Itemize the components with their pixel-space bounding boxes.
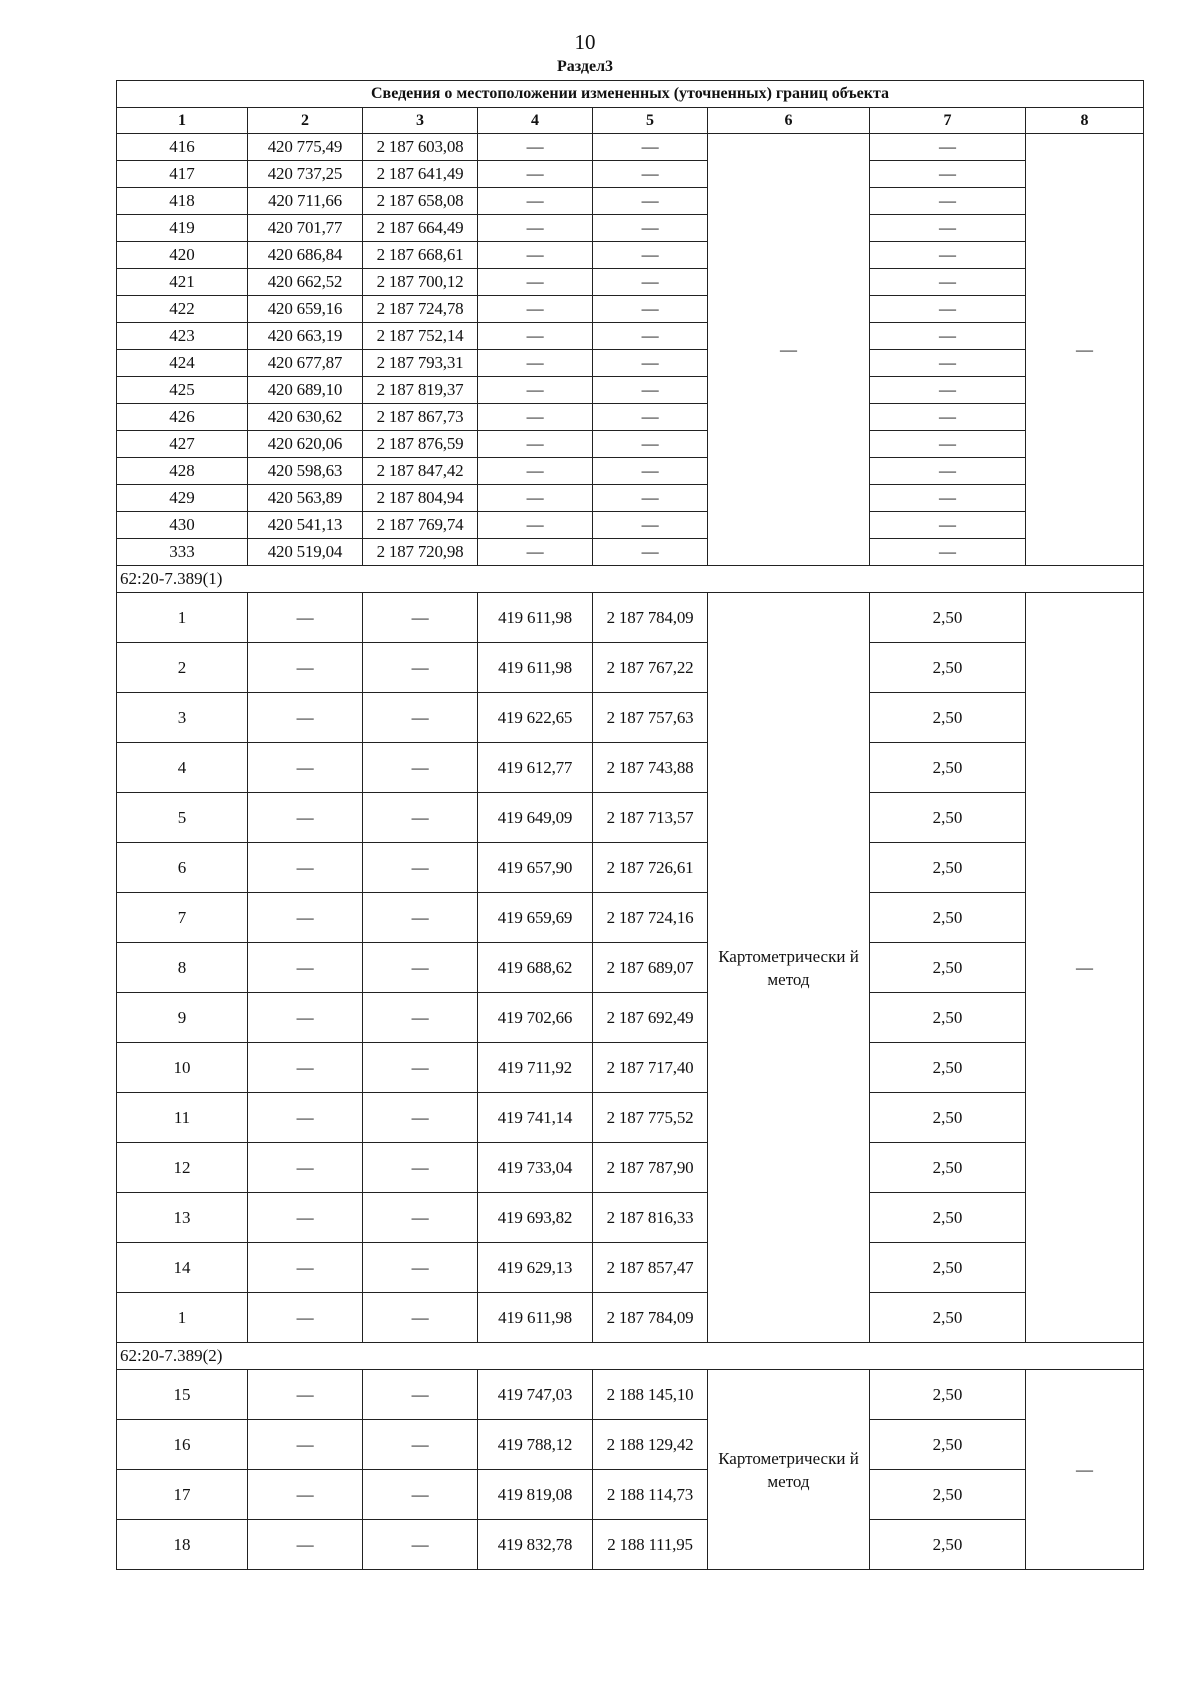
cell-x-new: —	[478, 485, 593, 512]
cell-accuracy: —	[870, 134, 1026, 161]
table-row	[117, 693, 1144, 743]
cell-y-new: 2 188 114,73	[593, 1470, 708, 1520]
cell-x-old: 420 662,52	[248, 269, 363, 296]
table-row	[117, 893, 1144, 943]
cell-point: 8	[117, 943, 248, 993]
table-row	[117, 215, 1144, 242]
cell-point: 424	[117, 350, 248, 377]
cell-x-old: 420 677,87	[248, 350, 363, 377]
cell-y-new: —	[593, 512, 708, 539]
cell-point: 417	[117, 161, 248, 188]
table-row	[117, 296, 1144, 323]
cell-y-new: 2 187 857,47	[593, 1243, 708, 1293]
cell-y-new: 2 187 757,63	[593, 693, 708, 743]
cell-y-new: 2 188 129,42	[593, 1420, 708, 1470]
cell-x-old: —	[248, 1043, 363, 1093]
cell-y-old: —	[363, 793, 478, 843]
cell-y-new: 2 187 689,07	[593, 943, 708, 993]
table-row	[117, 1243, 1144, 1293]
cell-x-new: —	[478, 161, 593, 188]
cell-accuracy: 2,50	[870, 793, 1026, 843]
cell-x-new: —	[478, 404, 593, 431]
cell-point: 14	[117, 1243, 248, 1293]
cell-y-old: 2 187 769,74	[363, 512, 478, 539]
cell-y-new: 2 187 784,09	[593, 593, 708, 643]
cell-x-old: —	[248, 793, 363, 843]
description-cell: —	[1026, 593, 1144, 1343]
cell-accuracy: 2,50	[870, 993, 1026, 1043]
cell-x-new: 419 611,98	[478, 593, 593, 643]
cell-y-old: 2 187 752,14	[363, 323, 478, 350]
section-title: Раздел3	[556, 58, 614, 75]
cell-y-old: 2 187 658,08	[363, 188, 478, 215]
column-header: 6	[708, 108, 870, 134]
cell-point: 422	[117, 296, 248, 323]
cell-accuracy: —	[870, 242, 1026, 269]
cell-accuracy: 2,50	[870, 1520, 1026, 1570]
cell-point: 429	[117, 485, 248, 512]
cell-x-old: 420 663,19	[248, 323, 363, 350]
table-row	[117, 134, 1144, 161]
table-row	[117, 350, 1144, 377]
cell-y-old: 2 187 603,08	[363, 134, 478, 161]
cell-x-old: 420 563,89	[248, 485, 363, 512]
cell-y-old: —	[363, 593, 478, 643]
cell-x-old: —	[248, 743, 363, 793]
cell-y-old: —	[363, 1193, 478, 1243]
table-row	[117, 485, 1144, 512]
cell-x-old: 420 737,25	[248, 161, 363, 188]
cell-x-old: —	[248, 943, 363, 993]
object-cadastral-label: 62:20-7.389(2)	[117, 1343, 1144, 1370]
table-row	[117, 1293, 1144, 1343]
cell-y-old: —	[363, 693, 478, 743]
cell-y-old: —	[363, 1093, 478, 1143]
cell-y-new: 2 187 692,49	[593, 993, 708, 1043]
cell-y-old: —	[363, 943, 478, 993]
cell-accuracy: —	[870, 431, 1026, 458]
column-header: 8	[1026, 108, 1144, 134]
cell-point: 427	[117, 431, 248, 458]
table-row	[117, 593, 1144, 643]
table-row	[117, 793, 1144, 843]
table-row	[117, 843, 1144, 893]
cell-point: 426	[117, 404, 248, 431]
table-row	[117, 512, 1144, 539]
cell-y-old: 2 187 867,73	[363, 404, 478, 431]
cell-point: 1	[117, 593, 248, 643]
cell-y-new: 2 187 767,22	[593, 643, 708, 693]
cell-y-old: 2 187 664,49	[363, 215, 478, 242]
column-header: 4	[478, 108, 593, 134]
cell-x-old: —	[248, 643, 363, 693]
cell-point: 2	[117, 643, 248, 693]
cell-point: 5	[117, 793, 248, 843]
cell-x-old: 420 541,13	[248, 512, 363, 539]
cell-x-new: 419 657,90	[478, 843, 593, 893]
cell-accuracy: —	[870, 404, 1026, 431]
cell-y-old: —	[363, 1520, 478, 1570]
cell-accuracy: 2,50	[870, 743, 1026, 793]
cell-x-new: —	[478, 539, 593, 566]
cell-y-old: 2 187 668,61	[363, 242, 478, 269]
cell-x-new: —	[478, 296, 593, 323]
cell-point: 423	[117, 323, 248, 350]
cell-x-new: 419 741,14	[478, 1093, 593, 1143]
table-row	[117, 1470, 1144, 1520]
table-row	[117, 1370, 1144, 1420]
cell-x-new: —	[478, 350, 593, 377]
cell-x-new: 419 747,03	[478, 1370, 593, 1420]
cell-point: 419	[117, 215, 248, 242]
table-caption: Сведения о местоположении измененных (уточненных) границ объекта	[117, 81, 1144, 108]
description-cell: —	[1026, 134, 1144, 566]
cell-x-old: —	[248, 893, 363, 943]
cell-y-new: 2 187 717,40	[593, 1043, 708, 1093]
cell-x-old: —	[248, 1243, 363, 1293]
cell-y-old: —	[363, 1420, 478, 1470]
cell-y-new: —	[593, 134, 708, 161]
cell-accuracy: —	[870, 269, 1026, 296]
cell-y-new: 2 187 726,61	[593, 843, 708, 893]
cell-y-new: —	[593, 458, 708, 485]
cell-accuracy: 2,50	[870, 843, 1026, 893]
cell-y-old: —	[363, 1143, 478, 1193]
cell-y-new: 2 187 784,09	[593, 1293, 708, 1343]
cell-y-old: 2 187 819,37	[363, 377, 478, 404]
cell-x-new: 419 659,69	[478, 893, 593, 943]
cell-accuracy: —	[870, 458, 1026, 485]
cell-x-new: 419 702,66	[478, 993, 593, 1043]
cell-accuracy: —	[870, 539, 1026, 566]
cell-accuracy: 2,50	[870, 1093, 1026, 1143]
cell-x-new: 419 611,98	[478, 1293, 593, 1343]
table-row	[117, 743, 1144, 793]
cell-point: 1	[117, 1293, 248, 1343]
cell-accuracy: 2,50	[870, 1370, 1026, 1420]
cell-x-old: 420 775,49	[248, 134, 363, 161]
cell-y-old: —	[363, 1470, 478, 1520]
cell-x-old: —	[248, 843, 363, 893]
cell-y-old: 2 187 804,94	[363, 485, 478, 512]
cell-x-new: —	[478, 512, 593, 539]
cell-y-old: 2 187 720,98	[363, 539, 478, 566]
cell-point: 10	[117, 1043, 248, 1093]
object-cadastral-label: 62:20-7.389(1)	[117, 566, 1144, 593]
cell-y-old: 2 187 847,42	[363, 458, 478, 485]
cell-y-old: —	[363, 1370, 478, 1420]
cell-y-old: —	[363, 893, 478, 943]
cell-x-old: 420 711,66	[248, 188, 363, 215]
cell-accuracy: —	[870, 377, 1026, 404]
cell-x-new: —	[478, 215, 593, 242]
cell-y-old: 2 187 641,49	[363, 161, 478, 188]
cell-point: 7	[117, 893, 248, 943]
cell-y-old: —	[363, 743, 478, 793]
cell-y-new: 2 187 743,88	[593, 743, 708, 793]
cell-x-new: 419 611,98	[478, 643, 593, 693]
cell-x-new: —	[478, 134, 593, 161]
cell-y-old: —	[363, 1293, 478, 1343]
cell-y-new: —	[593, 242, 708, 269]
cell-point: 15	[117, 1370, 248, 1420]
column-header-row	[117, 108, 1144, 134]
cell-accuracy: 2,50	[870, 593, 1026, 643]
cell-point: 430	[117, 512, 248, 539]
cell-y-new: —	[593, 485, 708, 512]
cell-point: 9	[117, 993, 248, 1043]
cell-point: 425	[117, 377, 248, 404]
table-row	[117, 377, 1144, 404]
cell-accuracy: —	[870, 215, 1026, 242]
page-number: 10	[574, 30, 596, 54]
table-row	[117, 431, 1144, 458]
cell-x-old: —	[248, 693, 363, 743]
cell-x-new: 419 649,09	[478, 793, 593, 843]
cell-x-new: —	[478, 431, 593, 458]
cell-point: 4	[117, 743, 248, 793]
table-row	[117, 1043, 1144, 1093]
method-cell: Картометрически й метод	[708, 1370, 870, 1570]
table-row	[117, 643, 1144, 693]
cell-point: 6	[117, 843, 248, 893]
cell-accuracy: —	[870, 161, 1026, 188]
cell-point: 333	[117, 539, 248, 566]
table-row	[117, 1193, 1144, 1243]
column-header: 5	[593, 108, 708, 134]
cell-x-new: —	[478, 323, 593, 350]
cell-x-new: 419 832,78	[478, 1520, 593, 1570]
table-row	[117, 188, 1144, 215]
cell-y-old: —	[363, 1243, 478, 1293]
cell-x-new: 419 711,92	[478, 1043, 593, 1093]
cell-accuracy: 2,50	[870, 693, 1026, 743]
cell-x-new: 419 622,65	[478, 693, 593, 743]
cell-x-new: —	[478, 188, 593, 215]
table-row	[117, 1520, 1144, 1570]
cell-x-new: 419 819,08	[478, 1470, 593, 1520]
cell-accuracy: 2,50	[870, 1470, 1026, 1520]
cell-y-new: —	[593, 188, 708, 215]
cell-x-old: —	[248, 1370, 363, 1420]
cell-accuracy: 2,50	[870, 1193, 1026, 1243]
table-row	[117, 161, 1144, 188]
cell-y-new: —	[593, 350, 708, 377]
column-header: 3	[363, 108, 478, 134]
table-row	[117, 269, 1144, 296]
table-row	[117, 242, 1144, 269]
cell-accuracy: 2,50	[870, 1143, 1026, 1193]
cell-y-old: —	[363, 843, 478, 893]
cell-point: 11	[117, 1093, 248, 1143]
cell-accuracy: 2,50	[870, 893, 1026, 943]
cell-x-old: —	[248, 1520, 363, 1570]
cell-x-new: 419 788,12	[478, 1420, 593, 1470]
cell-point: 18	[117, 1520, 248, 1570]
cell-x-new: —	[478, 377, 593, 404]
cell-x-old: 420 686,84	[248, 242, 363, 269]
cell-y-new: 2 187 724,16	[593, 893, 708, 943]
cell-y-new: 2 187 775,52	[593, 1093, 708, 1143]
cell-x-new: —	[478, 269, 593, 296]
cell-accuracy: 2,50	[870, 643, 1026, 693]
cell-point: 420	[117, 242, 248, 269]
cell-y-new: —	[593, 323, 708, 350]
boundary-coordinates-table	[116, 80, 1144, 1570]
cell-accuracy: 2,50	[870, 1043, 1026, 1093]
cell-x-old: 420 701,77	[248, 215, 363, 242]
cell-y-new: —	[593, 161, 708, 188]
cell-y-new: 2 188 145,10	[593, 1370, 708, 1420]
cell-x-new: 419 693,82	[478, 1193, 593, 1243]
cell-point: 17	[117, 1470, 248, 1520]
cell-y-old: 2 187 793,31	[363, 350, 478, 377]
cell-accuracy: —	[870, 512, 1026, 539]
cell-point: 421	[117, 269, 248, 296]
cell-y-new: 2 187 713,57	[593, 793, 708, 843]
cell-x-old: —	[248, 1470, 363, 1520]
cell-x-old: —	[248, 1293, 363, 1343]
cell-point: 416	[117, 134, 248, 161]
cell-accuracy: —	[870, 188, 1026, 215]
cell-accuracy: 2,50	[870, 1420, 1026, 1470]
cell-y-old: —	[363, 643, 478, 693]
cell-x-old: —	[248, 993, 363, 1043]
cell-accuracy: —	[870, 323, 1026, 350]
cell-point: 13	[117, 1193, 248, 1243]
cell-x-old: —	[248, 1193, 363, 1243]
cell-y-new: 2 187 816,33	[593, 1193, 708, 1243]
object-label-row	[117, 566, 1144, 593]
cell-x-old: 420 620,06	[248, 431, 363, 458]
table-row	[117, 943, 1144, 993]
cell-y-new: —	[593, 296, 708, 323]
cell-y-old: 2 187 876,59	[363, 431, 478, 458]
table-row	[117, 1420, 1144, 1470]
cell-y-new: —	[593, 215, 708, 242]
cell-y-new: 2 187 787,90	[593, 1143, 708, 1193]
cell-x-old: —	[248, 1143, 363, 1193]
method-cell: Картометрически й метод	[708, 593, 870, 1343]
cell-x-new: —	[478, 458, 593, 485]
cell-x-old: 420 630,62	[248, 404, 363, 431]
column-header: 1	[117, 108, 248, 134]
cell-x-old: —	[248, 1093, 363, 1143]
table-row	[117, 458, 1144, 485]
cell-point: 12	[117, 1143, 248, 1193]
cell-y-new: —	[593, 269, 708, 296]
table-row	[117, 993, 1144, 1043]
cell-y-new: —	[593, 404, 708, 431]
column-header: 7	[870, 108, 1026, 134]
method-cell: —	[708, 134, 870, 566]
cell-x-new: 419 612,77	[478, 743, 593, 793]
cell-x-new: —	[478, 242, 593, 269]
cell-accuracy: —	[870, 296, 1026, 323]
cell-y-new: 2 188 111,95	[593, 1520, 708, 1570]
cell-accuracy: 2,50	[870, 1243, 1026, 1293]
cell-x-new: 419 688,62	[478, 943, 593, 993]
table-row	[117, 404, 1144, 431]
cell-accuracy: —	[870, 485, 1026, 512]
cell-x-new: 419 629,13	[478, 1243, 593, 1293]
column-header: 2	[248, 108, 363, 134]
cell-y-old: 2 187 724,78	[363, 296, 478, 323]
table-row	[117, 1093, 1144, 1143]
object-label-row	[117, 1343, 1144, 1370]
cell-x-old: 420 598,63	[248, 458, 363, 485]
cell-y-old: —	[363, 993, 478, 1043]
cell-x-old: 420 689,10	[248, 377, 363, 404]
cell-accuracy: 2,50	[870, 943, 1026, 993]
cell-y-old: —	[363, 1043, 478, 1093]
cell-point: 3	[117, 693, 248, 743]
cell-y-new: —	[593, 431, 708, 458]
table-row	[117, 323, 1144, 350]
table-row	[117, 539, 1144, 566]
cell-x-old: 420 519,04	[248, 539, 363, 566]
cell-x-old: —	[248, 593, 363, 643]
cell-y-old: 2 187 700,12	[363, 269, 478, 296]
table-row	[117, 1143, 1144, 1193]
cell-point: 418	[117, 188, 248, 215]
cell-x-new: 419 733,04	[478, 1143, 593, 1193]
cell-accuracy: 2,50	[870, 1293, 1026, 1343]
cell-x-old: —	[248, 1420, 363, 1470]
cell-accuracy: —	[870, 350, 1026, 377]
cell-y-new: —	[593, 377, 708, 404]
cell-x-old: 420 659,16	[248, 296, 363, 323]
cell-point: 16	[117, 1420, 248, 1470]
cell-point: 428	[117, 458, 248, 485]
cell-y-new: —	[593, 539, 708, 566]
description-cell: —	[1026, 1370, 1144, 1570]
